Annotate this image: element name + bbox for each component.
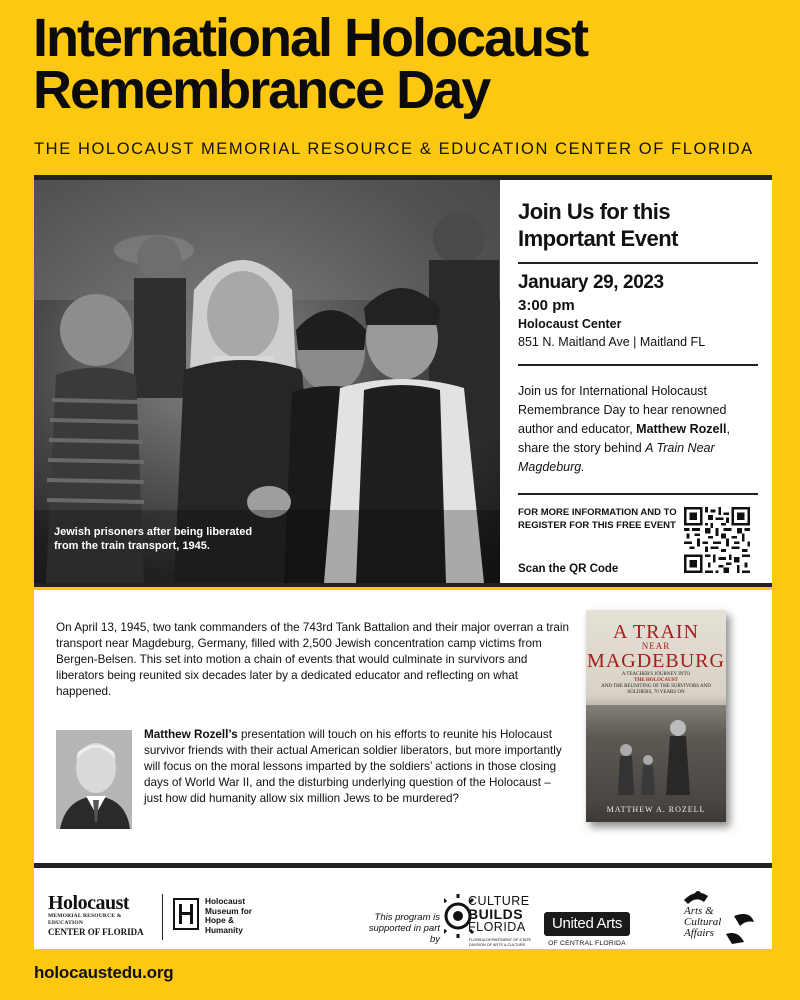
story-paragraph-2 bbox=[144, 727, 572, 807]
museum-logo-text bbox=[205, 897, 275, 935]
book-subtitle-2: THE HOLOCAUST bbox=[634, 678, 678, 683]
divider-rule bbox=[518, 364, 758, 366]
story-paragraph-1: On April 13, 1945, two tank commanders of the 743rd Tank Battalion and their major overran a train transport near Magdeburg, Germany, filled with 2,500 Jewish concentration camp victims from Bergen-Belsen. This set into motion a chain of events that would culminate in survivors and liberators being reunited six decades later by a dedicated educator and reflecting on what happened. bbox=[56, 621, 570, 698]
scan-qr-label: Scan the QR Code bbox=[518, 563, 619, 575]
logo1-bottom: CENTER OF FLORIDA bbox=[48, 927, 144, 937]
event-heading-line-1: Join Us for this bbox=[518, 199, 671, 224]
event-date: January 29, 2023 bbox=[518, 272, 664, 293]
event-info bbox=[518, 180, 768, 583]
book-title-a: A TRAIN bbox=[612, 621, 700, 643]
registration-info: FOR MORE INFORMATION AND TO REGISTER FOR THIS FREE EVENT bbox=[518, 507, 677, 531]
page-title bbox=[33, 8, 773, 120]
event-heading-line-2: Important Event bbox=[518, 226, 678, 251]
cbf-line-3: FLORIDA bbox=[468, 920, 526, 934]
desc-book-title: A Train Near Magdeburg. bbox=[518, 441, 715, 474]
cbf-fine-print: FLORIDA DEPARTMENT OF STATE DIVISION OF ARTS & CULTURE bbox=[469, 938, 532, 947]
book-title-b: MAGDEBURG bbox=[587, 650, 725, 672]
divider-rule bbox=[518, 262, 758, 264]
book-subtitle-3: AND THE REUNITING OF THE SURVIVORS AND SOLDIERS, 70 YEARS ON bbox=[601, 684, 711, 695]
photo-illustration bbox=[34, 180, 500, 583]
book-cover-illustration bbox=[586, 610, 726, 822]
desc-speaker-name: Matthew Rozell bbox=[636, 422, 727, 436]
culture-builds-florida-text bbox=[468, 895, 530, 934]
event-heading bbox=[518, 198, 678, 252]
museum-logo-icon bbox=[173, 898, 199, 930]
website-link[interactable]: holocaustedu.org bbox=[34, 963, 174, 982]
logo2-line-4: Humanity bbox=[205, 924, 243, 935]
story-paragraph-2-text: presentation will touch on his efforts to reunite his Holocaust survivor friends with their actual American soldier liberators, but more importantly will focus on the moral lessons imparted by the soldiers’ actions in those closing days of World War II, and the disturbing underlying question of the Holocaust – just how did humanity allow six million Jews to be murdered? bbox=[144, 728, 562, 805]
book-cover bbox=[586, 610, 726, 822]
photo-caption: Jewish prisoners after being liberated from the train transport, 1945. bbox=[54, 526, 253, 552]
logo2-line-3: Hope & bbox=[205, 915, 235, 925]
cbf-line-1: CULTURE bbox=[468, 894, 530, 908]
logo2-line-2: Museum for bbox=[205, 905, 253, 916]
acaf-line-1: Arts & bbox=[684, 905, 714, 917]
logo1-small: MEMORIAL RESOURCE & EDUCATION bbox=[48, 913, 122, 926]
event-time: 3:00 pm bbox=[518, 297, 575, 314]
arts-cultural-affairs-text bbox=[684, 906, 744, 939]
title-line-1: International Holocaust bbox=[33, 8, 588, 68]
united-arts-subtitle: OF CENTRAL FLORIDA bbox=[548, 940, 626, 947]
acaf-line-3: Affairs bbox=[684, 927, 714, 939]
event-address: 851 N. Maitland Ave | Maitland FL bbox=[518, 335, 706, 349]
support-text: This program is supported in part by bbox=[368, 912, 440, 945]
event-panel bbox=[34, 175, 772, 587]
speaker-photo-illustration bbox=[56, 730, 132, 829]
united-arts-logo: United Arts bbox=[544, 912, 630, 936]
logo2-line-1: Holocaust bbox=[205, 896, 246, 906]
qr-code-icon[interactable] bbox=[684, 507, 750, 573]
event-description bbox=[518, 382, 758, 477]
historic-photo bbox=[34, 180, 500, 583]
event-venue: Holocaust Center bbox=[518, 317, 622, 331]
desc-part-2: , share the story behind bbox=[518, 422, 730, 455]
book-author: MATTHEW A. ROZELL bbox=[606, 805, 706, 814]
logo1-big: Holocaust bbox=[48, 892, 130, 914]
speaker-name: Matthew Rozell’s bbox=[144, 728, 238, 741]
book-title-near: NEAR bbox=[641, 641, 671, 651]
logo-divider bbox=[162, 894, 163, 940]
desc-part-1: Join us for International Holocaust Remembrance Day to hear renowned author and educator, bbox=[518, 384, 727, 436]
sponsor-footer bbox=[34, 863, 772, 949]
divider-rule bbox=[518, 493, 758, 495]
organization-subtitle: THE HOLOCAUST MEMORIAL RESOURCE & EDUCATION CENTER OF FLORIDA bbox=[34, 140, 754, 158]
story-panel bbox=[34, 590, 772, 863]
cbf-line-2: BUILDS bbox=[468, 906, 524, 922]
speaker-portrait bbox=[56, 730, 132, 829]
acaf-line-2: Cultural bbox=[684, 916, 722, 928]
book-subtitle-1: A TEACHER'S JOURNEY INTO bbox=[621, 672, 691, 677]
title-line-2: Remembrance Day bbox=[33, 60, 490, 120]
holocaust-center-logo bbox=[48, 893, 158, 937]
